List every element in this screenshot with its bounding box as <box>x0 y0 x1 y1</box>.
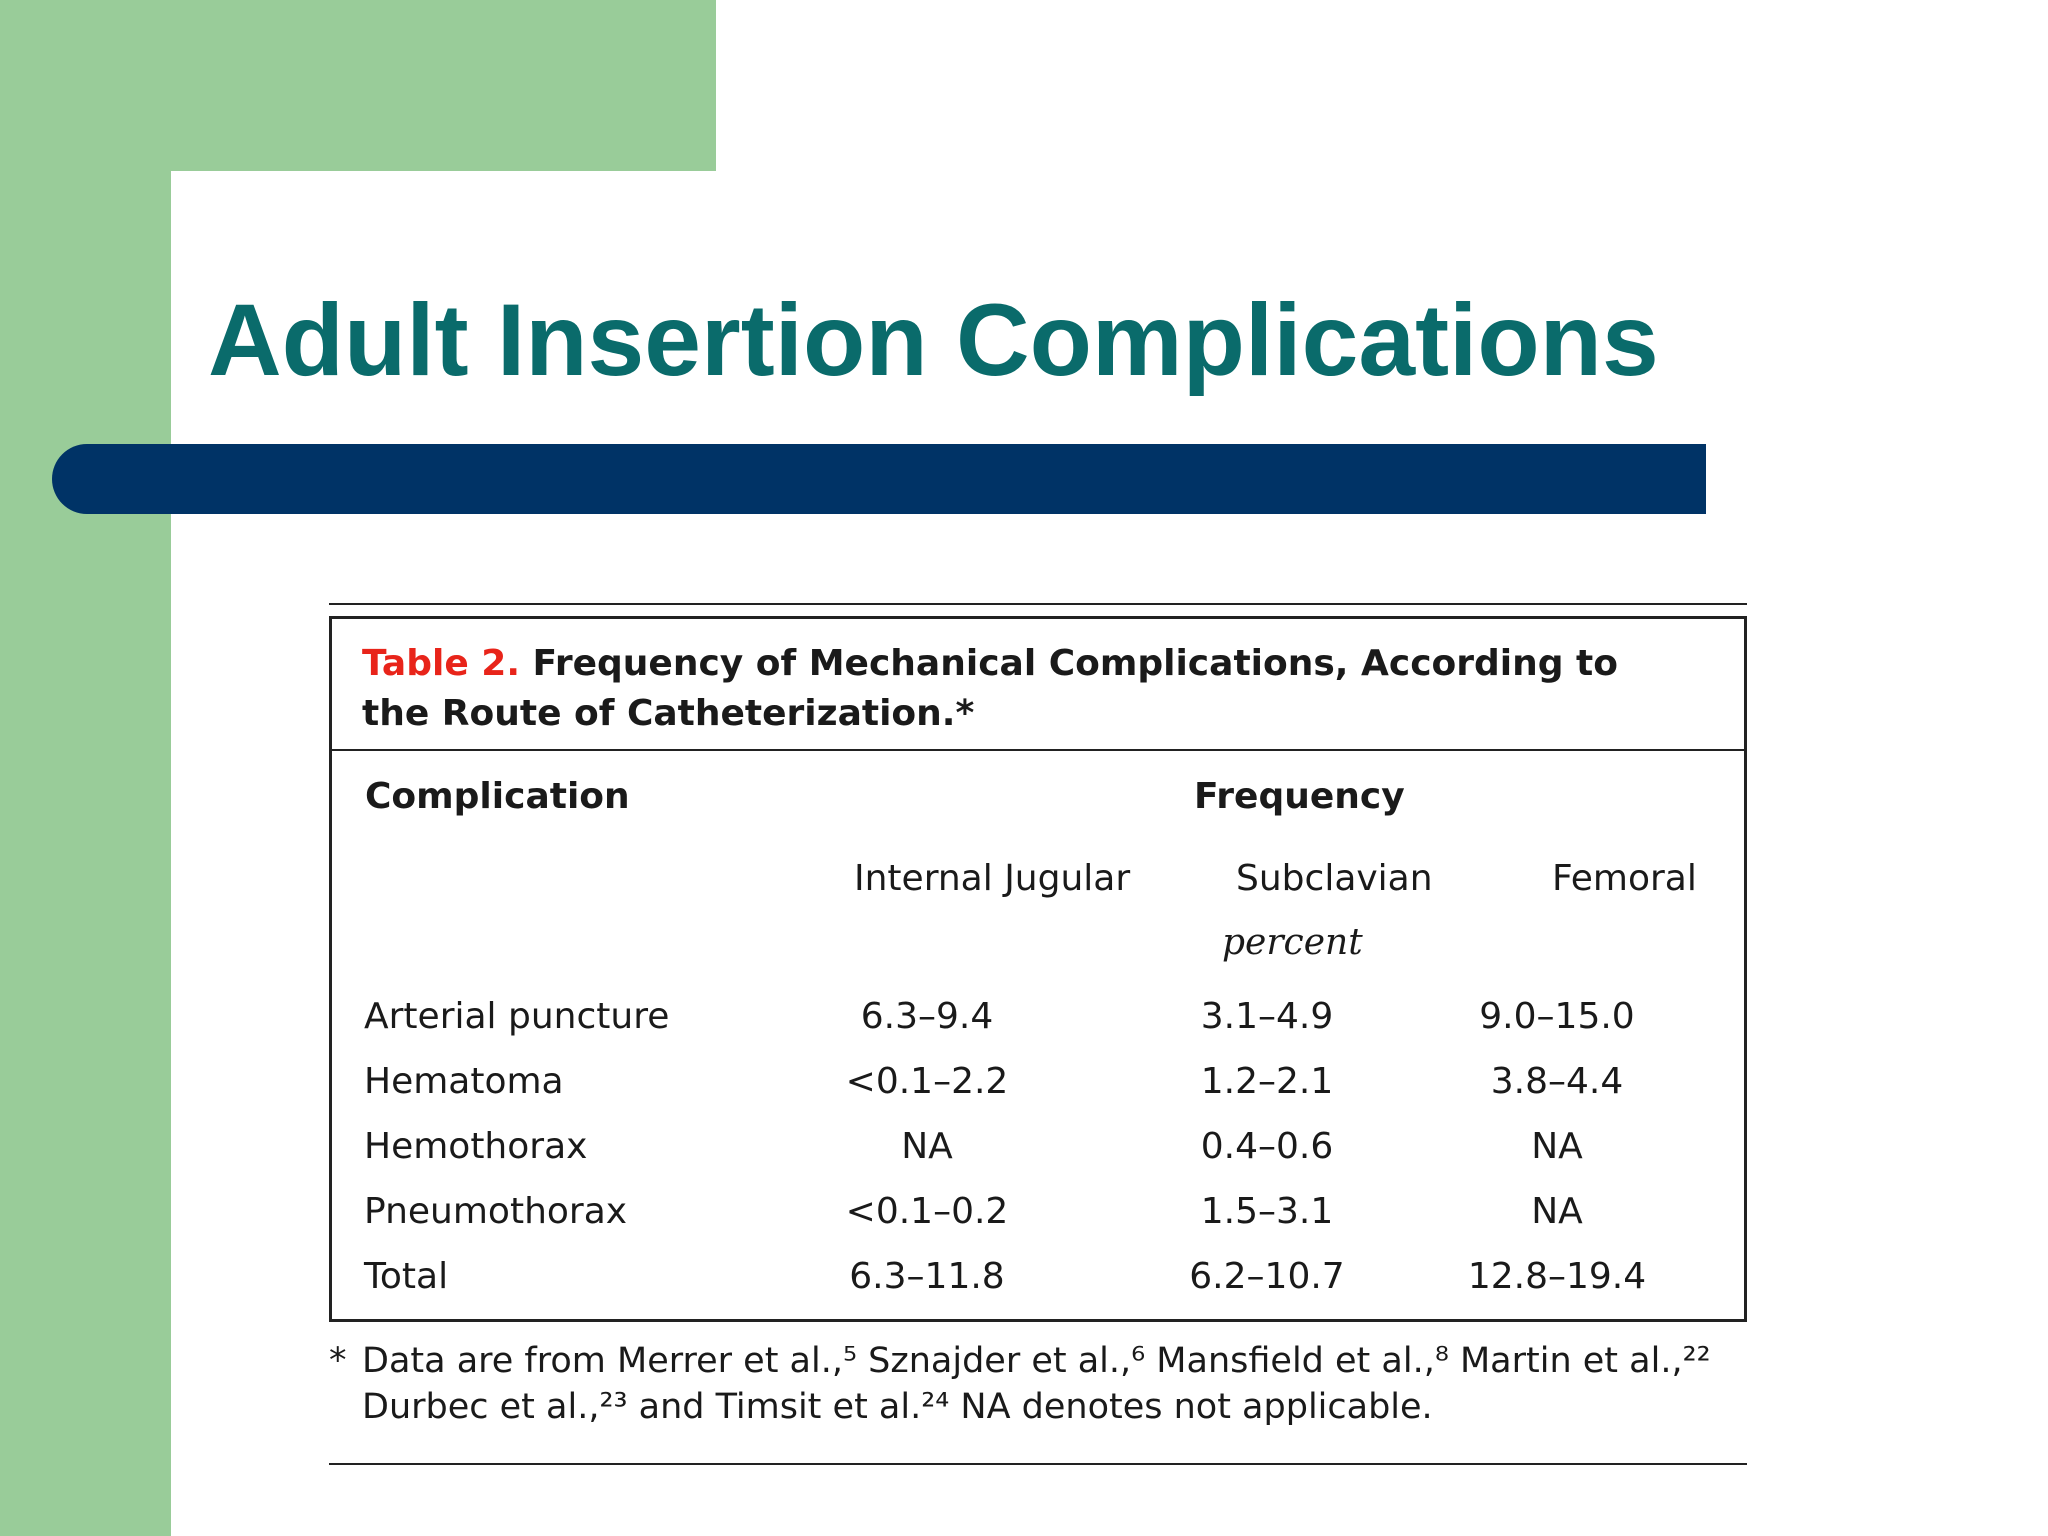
cell-femoral: NA <box>1531 1191 1583 1232</box>
complications-table <box>329 616 1747 1322</box>
cell-internal-jugular: 6.3–9.4 <box>860 996 994 1037</box>
cell-subclavian: 0.4–0.6 <box>1200 1126 1334 1167</box>
header-internal-jugular: Internal Jugular <box>854 858 1131 899</box>
cell-internal-jugular: 6.3–11.8 <box>849 1256 1005 1297</box>
table-caption-text: Frequency of Mechanical Complications, According to the Route of Catheterization.* <box>362 643 1618 734</box>
header-subclavian: Subclavian <box>1236 858 1433 899</box>
row-complication: Total <box>364 1256 449 1297</box>
cell-femoral: 9.0–15.0 <box>1479 996 1635 1037</box>
green-sidebar-strip <box>0 0 171 1536</box>
cell-subclavian: 6.2–10.7 <box>1189 1256 1345 1297</box>
header-complication: Complication <box>365 776 630 817</box>
table-bottom-rule <box>329 1463 1747 1465</box>
footnote-asterisk: * <box>329 1341 347 1381</box>
cell-internal-jugular: <0.1–2.2 <box>845 1061 1009 1102</box>
table-row <box>332 1115 1744 1179</box>
table-top-rule <box>329 603 1747 605</box>
row-complication: Hematoma <box>364 1061 564 1102</box>
table-row <box>332 1050 1744 1114</box>
table-row <box>332 985 1744 1049</box>
table-caption <box>362 639 1692 739</box>
slide-title: Adult Insertion Complications <box>208 283 1659 397</box>
title-underline-bar <box>52 444 1706 514</box>
table-caption-label: Table 2. <box>362 643 520 684</box>
row-complication: Hemothorax <box>364 1126 588 1167</box>
table-row <box>332 1245 1744 1309</box>
green-top-block <box>0 0 716 171</box>
table-row <box>332 1180 1744 1244</box>
cell-femoral: 3.8–4.4 <box>1490 1061 1624 1102</box>
cell-subclavian: 1.2–2.1 <box>1200 1061 1334 1102</box>
header-frequency: Frequency <box>1194 776 1405 817</box>
header-unit: percent <box>1222 922 1363 963</box>
cell-internal-jugular: NA <box>901 1126 953 1167</box>
row-complication: Arterial puncture <box>364 996 670 1037</box>
row-complication: Pneumothorax <box>364 1191 628 1232</box>
cell-internal-jugular: <0.1–0.2 <box>845 1191 1009 1232</box>
table-figure <box>329 603 1747 1465</box>
cell-subclavian: 1.5–3.1 <box>1200 1191 1334 1232</box>
cell-subclavian: 3.1–4.9 <box>1200 996 1334 1037</box>
header-femoral: Femoral <box>1552 858 1697 899</box>
cell-femoral: NA <box>1531 1126 1583 1167</box>
caption-divider <box>332 749 1744 751</box>
footnote-text: Data are from Merrer et al.,⁵ Sznajder et al.,⁶ Mansfield et al.,⁸ Martin et al.,²² Durbec et al.,²³ and Timsit et al.²⁴ NA denotes not applicable. <box>362 1341 1711 1427</box>
cell-femoral: 12.8–19.4 <box>1467 1256 1647 1297</box>
